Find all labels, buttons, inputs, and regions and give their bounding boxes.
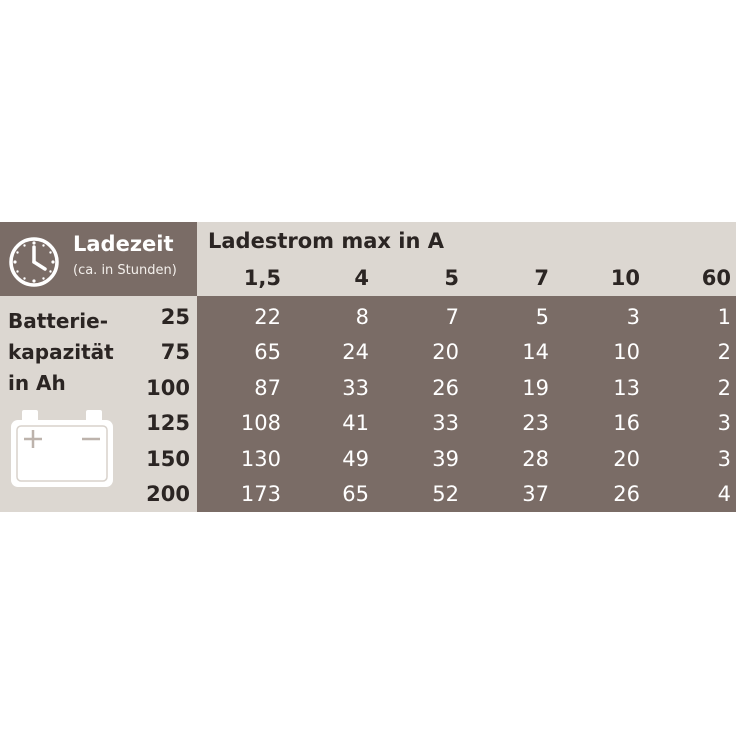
- column-header: 1,5: [243, 266, 281, 290]
- table-cell: 173: [240, 482, 281, 506]
- table-cell: 33: [432, 411, 459, 435]
- table-cell: 39: [432, 447, 459, 471]
- battery-icon: [8, 408, 116, 490]
- table-cell: 5: [535, 305, 549, 329]
- row-header: 150: [146, 447, 190, 471]
- table-cell: 130: [240, 447, 281, 471]
- table-cell: 20: [613, 447, 640, 471]
- row-group-label-line: in Ah: [8, 371, 66, 395]
- table-cell: 3: [717, 447, 731, 471]
- table-cell: 33: [342, 376, 369, 400]
- column-header: 7: [534, 266, 549, 290]
- table-cell: 14: [522, 340, 549, 364]
- table-cell: 26: [613, 482, 640, 506]
- table-cell: 49: [342, 447, 369, 471]
- table-cell: 87: [254, 376, 281, 400]
- table-cell: 2: [717, 340, 731, 364]
- table-cell: 23: [522, 411, 549, 435]
- table-cell: 22: [254, 305, 281, 329]
- table-cell: 65: [254, 340, 281, 364]
- table-cell: 26: [432, 376, 459, 400]
- table-cell: 4: [717, 482, 731, 506]
- table-cell: 16: [613, 411, 640, 435]
- table-cell: 8: [355, 305, 369, 329]
- corner-subtitle: (ca. in Stunden): [73, 263, 177, 278]
- column-header: 5: [444, 266, 459, 290]
- table-cell: 1: [717, 305, 731, 329]
- table-cell: 3: [717, 411, 731, 435]
- column-group-title: Ladestrom max in A: [208, 229, 444, 253]
- corner-title: Ladezeit: [73, 232, 174, 256]
- charge-time-table: [0, 222, 736, 512]
- row-group-label-line: Batterie-: [8, 309, 109, 333]
- table-cell: 10: [613, 340, 640, 364]
- table-cell: 108: [240, 411, 281, 435]
- row-group-label: [8, 306, 138, 399]
- clock-icon: [7, 235, 61, 289]
- row-group-label-line: kapazität: [8, 340, 114, 364]
- table-cell: 41: [342, 411, 369, 435]
- table-body: [197, 296, 736, 512]
- table-corner: [0, 222, 197, 296]
- column-header: 10: [610, 266, 640, 290]
- table-cell: 20: [432, 340, 459, 364]
- table-cell: 52: [432, 482, 459, 506]
- row-header: 200: [146, 482, 190, 506]
- table-cell: 19: [522, 376, 549, 400]
- table-cell: 7: [445, 305, 459, 329]
- column-header: 4: [354, 266, 369, 290]
- row-header: 25: [160, 305, 190, 329]
- column-header: 60: [701, 266, 731, 290]
- table-cell: 28: [522, 447, 549, 471]
- row-header: 75: [160, 340, 190, 364]
- table-cell: 37: [522, 482, 549, 506]
- table-cell: 13: [613, 376, 640, 400]
- table-cell: 24: [342, 340, 369, 364]
- table-cell: 65: [342, 482, 369, 506]
- row-header: 125: [146, 411, 190, 435]
- row-header: 100: [146, 376, 190, 400]
- table-cell: 3: [626, 305, 640, 329]
- table-cell: 2: [717, 376, 731, 400]
